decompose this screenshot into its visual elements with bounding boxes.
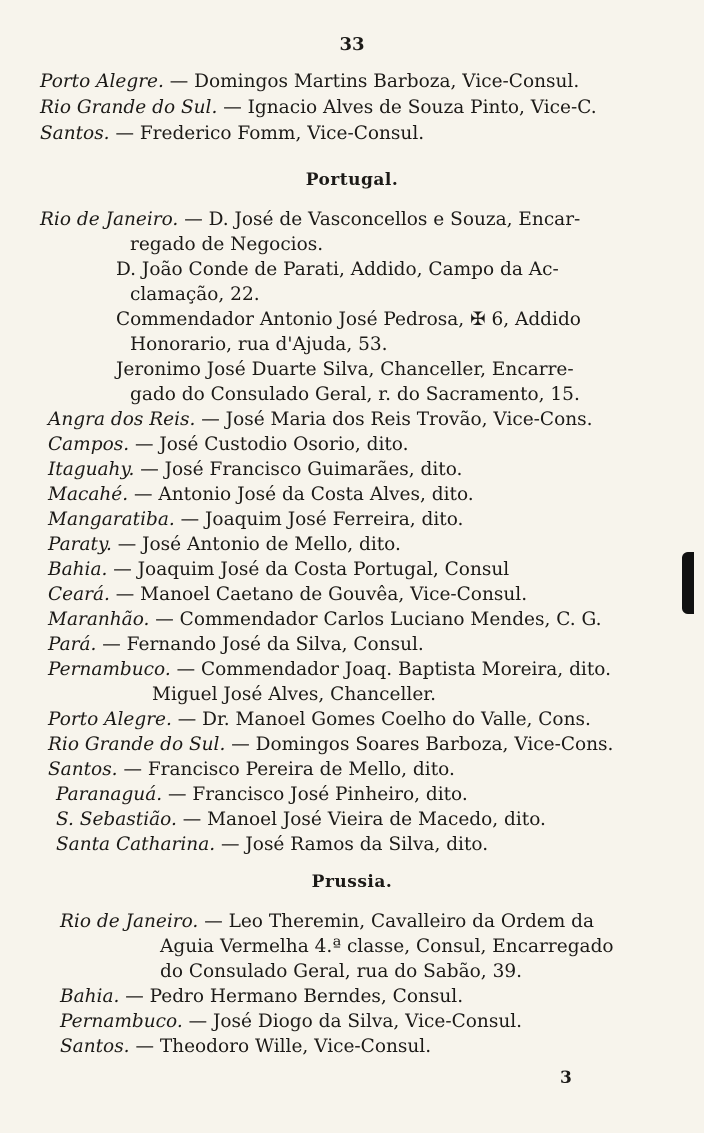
entry-place: Bahia.	[48, 559, 108, 580]
entry-place: Porto Alegre.	[40, 71, 164, 92]
entry-line	[48, 583, 527, 607]
entry-text: D. João Conde de Parati, Addido, Campo da Ac-	[116, 259, 559, 280]
entry-place: S. Sebastião.	[56, 809, 177, 830]
entry-text: — Domingos Martins Barboza, Vice-Consul.	[163, 71, 580, 92]
entry-line	[160, 935, 614, 959]
entry-line	[116, 358, 574, 382]
signature-mark: 3	[560, 1068, 572, 1088]
entry-line	[60, 910, 594, 934]
entry-place: Pernambuco.	[48, 659, 171, 680]
entry-text: — José Custodio Osorio, dito.	[129, 434, 409, 455]
entry-line	[48, 458, 462, 482]
entry-text: Aguia Vermelha 4.ª classe, Consul, Encarregado	[160, 936, 614, 957]
entry-text: clamação, 22.	[130, 284, 260, 305]
entry-line	[48, 533, 401, 557]
section-title-portugal: Portugal.	[305, 170, 399, 190]
entry-line	[56, 808, 546, 832]
entry-text: — José Antonio de Mello, dito.	[111, 534, 401, 555]
entry-line	[48, 733, 613, 757]
entry-text: — Domingos Soares Barboza, Vice-Cons.	[225, 734, 614, 755]
entry-text: — Antonio José da Costa Alves, dito.	[128, 484, 474, 505]
entry-text: — Commendador Joaq. Baptista Moreira, dito.	[170, 659, 611, 680]
entry-line	[56, 783, 468, 807]
entry-line	[152, 683, 436, 707]
entry-line	[40, 208, 580, 232]
entry-text: — Francisco José Pinheiro, dito.	[162, 784, 468, 805]
entry-text: do Consulado Geral, rua do Sabão, 39.	[160, 961, 522, 982]
entry-place: Santos.	[60, 1036, 130, 1057]
entry-line	[116, 308, 581, 332]
entry-line	[48, 483, 474, 507]
entry-place: Macahé.	[48, 484, 129, 505]
entry-line	[56, 833, 488, 857]
entry-line	[48, 608, 602, 632]
entry-place: Angra dos Reis.	[48, 409, 196, 430]
entry-place: Santos.	[48, 759, 118, 780]
entry-place: Santos.	[40, 123, 110, 144]
entry-text: regado de Negocios.	[130, 234, 324, 255]
entry-place: Rio Grande do Sul.	[48, 734, 226, 755]
entry-text: Commendador Antonio José Pedrosa, ✠ 6, Addido	[116, 309, 581, 330]
entry-line	[48, 508, 463, 532]
entry-text: — Joaquim José da Costa Portugal, Consul	[107, 559, 510, 580]
entry-text: — Francisco Pereira de Mello, dito.	[117, 759, 455, 780]
entry-place: Santa Catharina.	[56, 834, 216, 855]
entry-line	[130, 233, 323, 257]
entry-text: Jeronimo José Duarte Silva, Chanceller, Encarre-	[116, 359, 574, 380]
entry-place: Pará.	[48, 634, 97, 655]
entry-line	[48, 633, 424, 657]
entry-line	[130, 283, 260, 307]
entry-text: — Frederico Fomm, Vice-Consul.	[109, 123, 425, 144]
entry-text: Honorario, rua d'Ajuda, 53.	[130, 334, 388, 355]
entry-place: Pernambuco.	[60, 1011, 183, 1032]
entry-line	[48, 408, 593, 432]
entry-line	[48, 433, 409, 457]
entry-text: — Manoel José Vieira de Macedo, dito.	[176, 809, 546, 830]
entry-line	[130, 383, 580, 407]
entry-line	[60, 1010, 522, 1034]
entry-place: Paraty.	[48, 534, 112, 555]
entry-text: — José Francisco Guimarães, dito.	[134, 459, 463, 480]
entry-text: — Leo Theremin, Cavalleiro da Ordem da	[198, 911, 595, 932]
entry-line	[160, 960, 522, 984]
entry-place: Ceará.	[48, 584, 110, 605]
entry-text: Miguel José Alves, Chanceller.	[152, 684, 436, 705]
entry-line	[130, 333, 388, 357]
entry-text: — Dr. Manoel Gomes Coelho do Valle, Cons.	[171, 709, 591, 730]
entry-line	[116, 258, 559, 282]
entry-place: Itaguahy.	[48, 459, 135, 480]
entry-place: Rio de Janeiro.	[60, 911, 199, 932]
entry-place: Campos.	[48, 434, 130, 455]
entry-line	[48, 558, 509, 582]
entry-place: Maranhão.	[48, 609, 150, 630]
entry-place: Bahia.	[60, 986, 120, 1007]
entry-place: Rio Grande do Sul.	[40, 97, 218, 118]
entry-line	[40, 70, 579, 94]
entry-text: — D. José de Vasconcellos e Souza, Encar-	[178, 209, 581, 230]
entry-line	[60, 985, 463, 1009]
section-title-prussia: Prussia.	[311, 872, 393, 892]
page-number: 33	[339, 34, 365, 55]
binding-edge-mark	[682, 552, 694, 614]
entry-text: — José Ramos da Silva, dito.	[215, 834, 489, 855]
entry-text: — Manoel Caetano de Gouvêa, Vice-Consul.	[109, 584, 528, 605]
entry-place: Porto Alegre.	[48, 709, 172, 730]
entry-place: Rio de Janeiro.	[40, 209, 179, 230]
entry-text: — Fernando José da Silva, Consul.	[96, 634, 424, 655]
entry-line	[40, 96, 597, 120]
entry-text: — Commendador Carlos Luciano Mendes, C. G.	[149, 609, 602, 630]
entry-place: Mangaratiba.	[48, 509, 175, 530]
entry-text: — Theodoro Wille, Vice-Consul.	[129, 1036, 432, 1057]
entry-line	[40, 122, 424, 146]
entry-line	[60, 1035, 431, 1059]
entry-text: — Joaquim José Ferreira, dito.	[174, 509, 464, 530]
entry-text: — Ignacio Alves de Souza Pinto, Vice-C.	[217, 97, 597, 118]
entry-place: Paranaguá.	[56, 784, 163, 805]
entry-text: — Pedro Hermano Berndes, Consul.	[119, 986, 464, 1007]
entry-line	[48, 708, 591, 732]
entry-line	[48, 658, 611, 682]
entry-line	[48, 758, 455, 782]
entry-text: — José Maria dos Reis Trovão, Vice-Cons.	[195, 409, 593, 430]
entry-text: gado do Consulado Geral, r. do Sacramento, 15.	[130, 384, 580, 405]
entry-text: — José Diogo da Silva, Vice-Consul.	[182, 1011, 523, 1032]
